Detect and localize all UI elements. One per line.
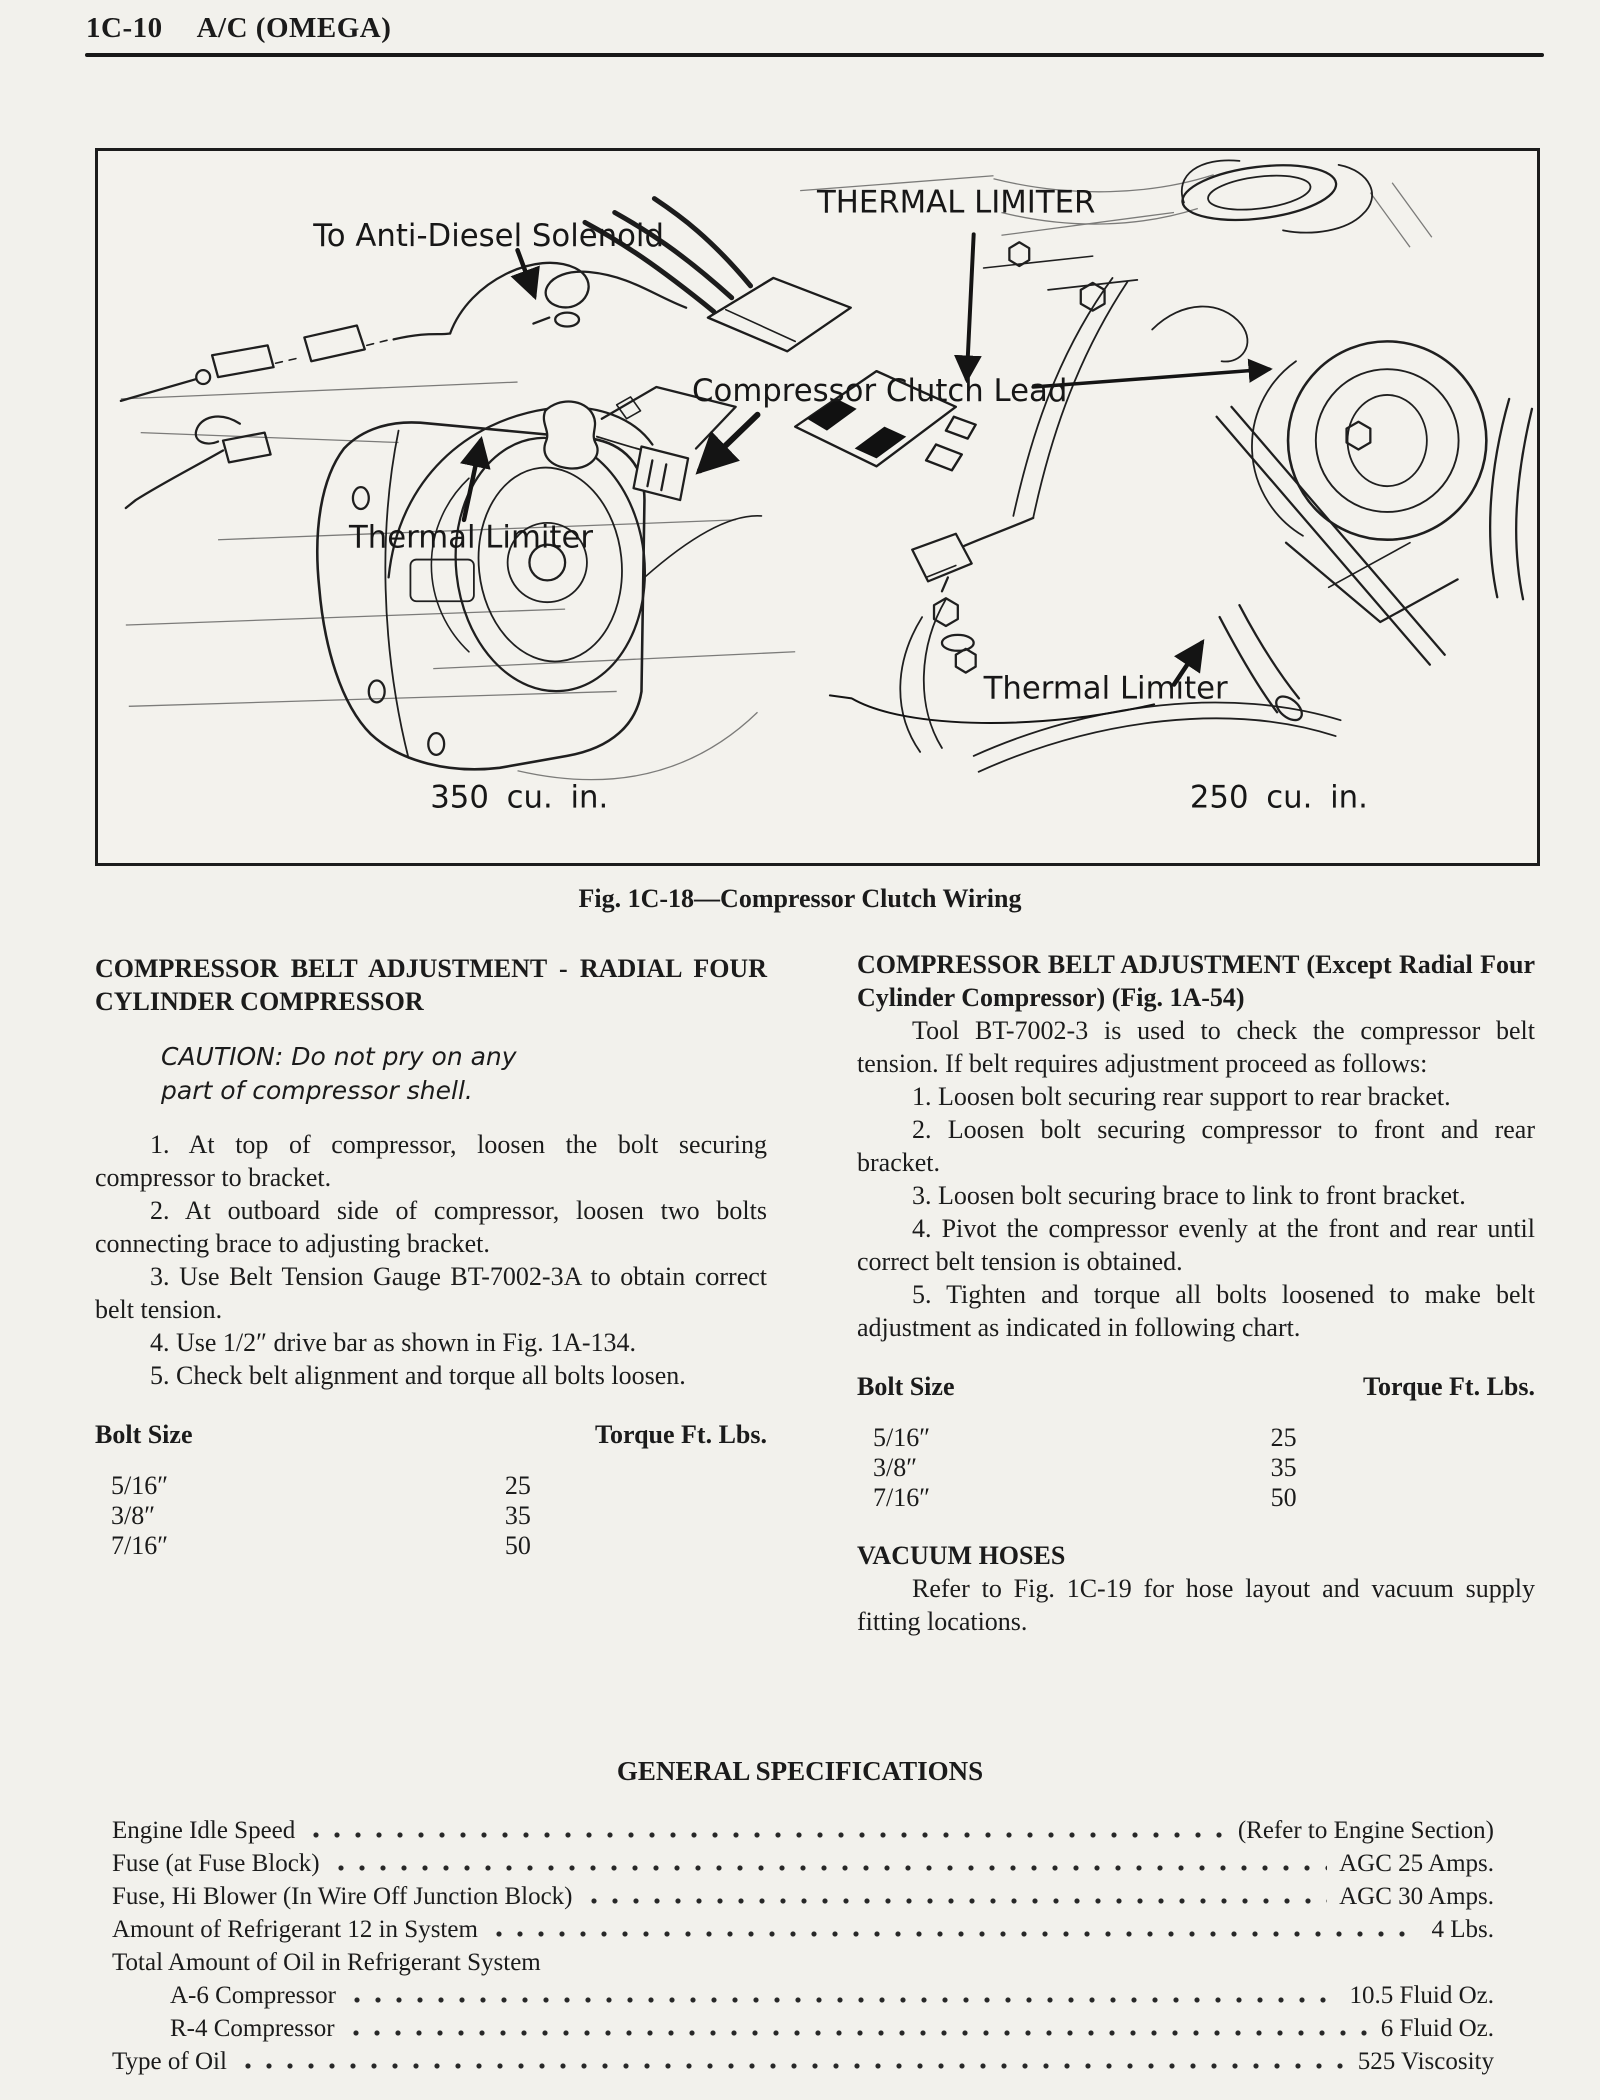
dot-leader: [245, 2063, 1346, 2069]
left-step-1: 1. At top of compressor, loosen the bolt securing compressor to bracket.: [95, 1130, 767, 1192]
anti-diesel-arrow: [518, 250, 535, 296]
figure-1c18: [95, 148, 1540, 866]
thermal-limiter-top-label: THERMAL LIMITER: [817, 184, 1096, 221]
spec-label: Fuse (at Fuse Block): [112, 1850, 320, 1877]
torque-value: 25: [504, 1471, 531, 1500]
vacuum-hoses-heading: VACUUM HOSES: [857, 1541, 1066, 1570]
right-steps: [857, 1080, 1535, 1344]
anti-diesel-label: To Anti-Diesel Solenoid: [313, 218, 664, 255]
spec-row: [112, 2043, 1494, 2076]
spec-label: Total Amount of Oil in Refrigerant System: [112, 1949, 541, 1976]
spec-value: 4 Lbs.: [1431, 1916, 1494, 1943]
spec-row: [112, 1977, 1494, 2010]
torque-value: 35: [504, 1501, 531, 1530]
figure-caption: Fig. 1C-18—Compressor Clutch Wiring: [578, 884, 1022, 913]
spec-value: (Refer to Engine Section): [1237, 1817, 1494, 1844]
right-step-2: 2. Loosen bolt securing compressor to front and rear bracket.: [857, 1115, 1535, 1177]
spec-label: Engine Idle Speed: [112, 1817, 296, 1844]
table-row: [95, 1501, 767, 1531]
dot-leader: [313, 1832, 1226, 1838]
spec-row: [112, 1878, 1494, 1911]
general-specifications: [112, 1812, 1494, 2076]
left-step-2: 2. At outboard side of compressor, loosen two bolts connecting brace to adjusting bracket.: [95, 1196, 767, 1258]
right-table-rows: [857, 1423, 1535, 1513]
thermal-limiter-250-label: Thermal Limiter: [983, 670, 1228, 707]
torque-value: 50: [504, 1531, 531, 1560]
spec-row: [112, 2010, 1494, 2043]
clutch-lead-label: Compressor Clutch Lead: [692, 372, 1068, 409]
table-row: [857, 1483, 1535, 1513]
spec-label: A-6 Compressor: [170, 1982, 336, 2009]
vacuum-hoses-body: Refer to Fig. 1C-19 for hose layout and vacuum supply fitting locations.: [857, 1574, 1535, 1636]
torque-value: 50: [1270, 1483, 1297, 1512]
spec-row: [112, 1911, 1494, 1944]
clutch-lead-left-arrow: [700, 415, 758, 471]
left-step-3: 3. Use Belt Tension Gauge BT-7002-3A to obtain correct belt tension.: [95, 1262, 767, 1324]
thermal-limiter-350-label: Thermal Limiter: [348, 519, 594, 556]
page-title: A/C (OMEGA): [196, 12, 392, 44]
dot-leader: [496, 1931, 1420, 1937]
left-col-bolt-size: Bolt Size: [95, 1420, 193, 1449]
right-col-torque: Torque Ft. Lbs.: [1363, 1372, 1535, 1401]
right-intro: Tool BT-7002-3 is used to check the compressor belt tension. If belt requires adjustment proceed as follows:: [857, 1016, 1535, 1078]
compressor-clutch-wiring-illustration: [98, 151, 1537, 863]
bolt-size-value: 5/16″: [873, 1423, 931, 1452]
right-heading-line2: Cylinder Compressor) (Fig. 1A-54): [857, 983, 1245, 1012]
bolt-size-value: 5/16″: [111, 1471, 169, 1500]
compressor-drawing-350: [121, 263, 762, 769]
spec-row: [112, 1845, 1494, 1878]
spec-value: AGC 25 Amps.: [1339, 1850, 1494, 1877]
spec-value: 6 Fluid Oz.: [1380, 2015, 1494, 2042]
table-row: [95, 1471, 767, 1501]
page-header: [86, 12, 1546, 45]
bolt-size-value: 7/16″: [873, 1483, 931, 1512]
left-column: [95, 952, 767, 1561]
left-torque-table: [95, 1418, 767, 1561]
dot-leader: [354, 1997, 1338, 2003]
right-heading-line1: COMPRESSOR BELT ADJUSTMENT (Except Radial Four: [857, 950, 1535, 979]
table-row: [857, 1453, 1535, 1483]
context-lines: [121, 175, 1432, 780]
left-heading-line2: CYLINDER COMPRESSOR: [95, 987, 424, 1016]
spec-label: Amount of Refrigerant 12 in System: [112, 1916, 478, 1943]
right-torque-table: [857, 1370, 1535, 1513]
vacuum-hoses-section: [857, 1539, 1535, 1638]
table-row: [857, 1423, 1535, 1453]
table-row: [95, 1531, 767, 1561]
torque-value: 25: [1270, 1423, 1297, 1452]
spec-label: Type of Oil: [112, 2048, 227, 2075]
right-step-4: 4. Pivot the compressor evenly at the front and rear until correct belt tension is obtained.: [857, 1214, 1535, 1276]
page-number: 1C-10: [86, 12, 163, 44]
left-heading-line1: COMPRESSOR BELT ADJUSTMENT - RADIAL FOUR: [95, 954, 767, 983]
left-table-rows: [95, 1471, 767, 1561]
general-specifications-heading: GENERAL SPECIFICATIONS: [616, 1756, 984, 1786]
callout-arrows: [464, 234, 1269, 723]
clutch-lead-right-arrow: [1033, 369, 1269, 387]
right-column: [857, 948, 1535, 1638]
engine-250-label: 250 cu. in.: [1189, 779, 1368, 816]
right-step-1: 1. Loosen bolt securing rear support to rear bracket.: [912, 1082, 1451, 1111]
dot-leader: [353, 2030, 1369, 2036]
left-table-header: [95, 1418, 767, 1451]
left-step-5: 5. Check belt alignment and torque all bolts loosen.: [150, 1361, 686, 1390]
bolt-size-value: 3/8″: [873, 1453, 918, 1482]
engine-350-label: 350 cu. in.: [430, 779, 609, 816]
right-heading: [857, 948, 1535, 1014]
figure-labels: [312, 184, 1368, 815]
caution-note: CAUTION: Do not pry on any part of compressor shell.: [161, 1042, 517, 1105]
left-heading: [95, 952, 767, 1018]
spec-value: 525 Viscosity: [1357, 2048, 1494, 2075]
spec-label: R-4 Compressor: [170, 2015, 335, 2042]
bolt-size-value: 3/8″: [111, 1501, 156, 1530]
dot-leader: [338, 1865, 1327, 1871]
right-step-3: 3. Loosen bolt securing brace to link to front bracket.: [912, 1181, 1466, 1210]
header-rule: [85, 53, 1544, 57]
dot-leader: [591, 1898, 1328, 1904]
right-step-5: 5. Tighten and torque all bolts loosened to make belt adjustment as indicated in following chart.: [857, 1280, 1535, 1342]
spec-value: AGC 30 Amps.: [1339, 1883, 1494, 1910]
torque-value: 35: [1270, 1453, 1297, 1482]
spec-label: Fuse, Hi Blower (In Wire Off Junction Block): [112, 1883, 573, 1910]
spec-row: [112, 1944, 1494, 1977]
left-steps: [95, 1128, 767, 1392]
left-col-torque: Torque Ft. Lbs.: [595, 1420, 767, 1449]
spec-row: [112, 1812, 1494, 1845]
right-table-header: [857, 1370, 1535, 1403]
bolt-size-value: 7/16″: [111, 1531, 169, 1560]
left-step-4: 4. Use 1/2″ drive bar as shown in Fig. 1A-134.: [150, 1328, 637, 1357]
spec-value: 10.5 Fluid Oz.: [1349, 1982, 1494, 2009]
right-col-bolt-size: Bolt Size: [857, 1372, 955, 1401]
thermal-limiter-top-arrow: [967, 234, 974, 379]
